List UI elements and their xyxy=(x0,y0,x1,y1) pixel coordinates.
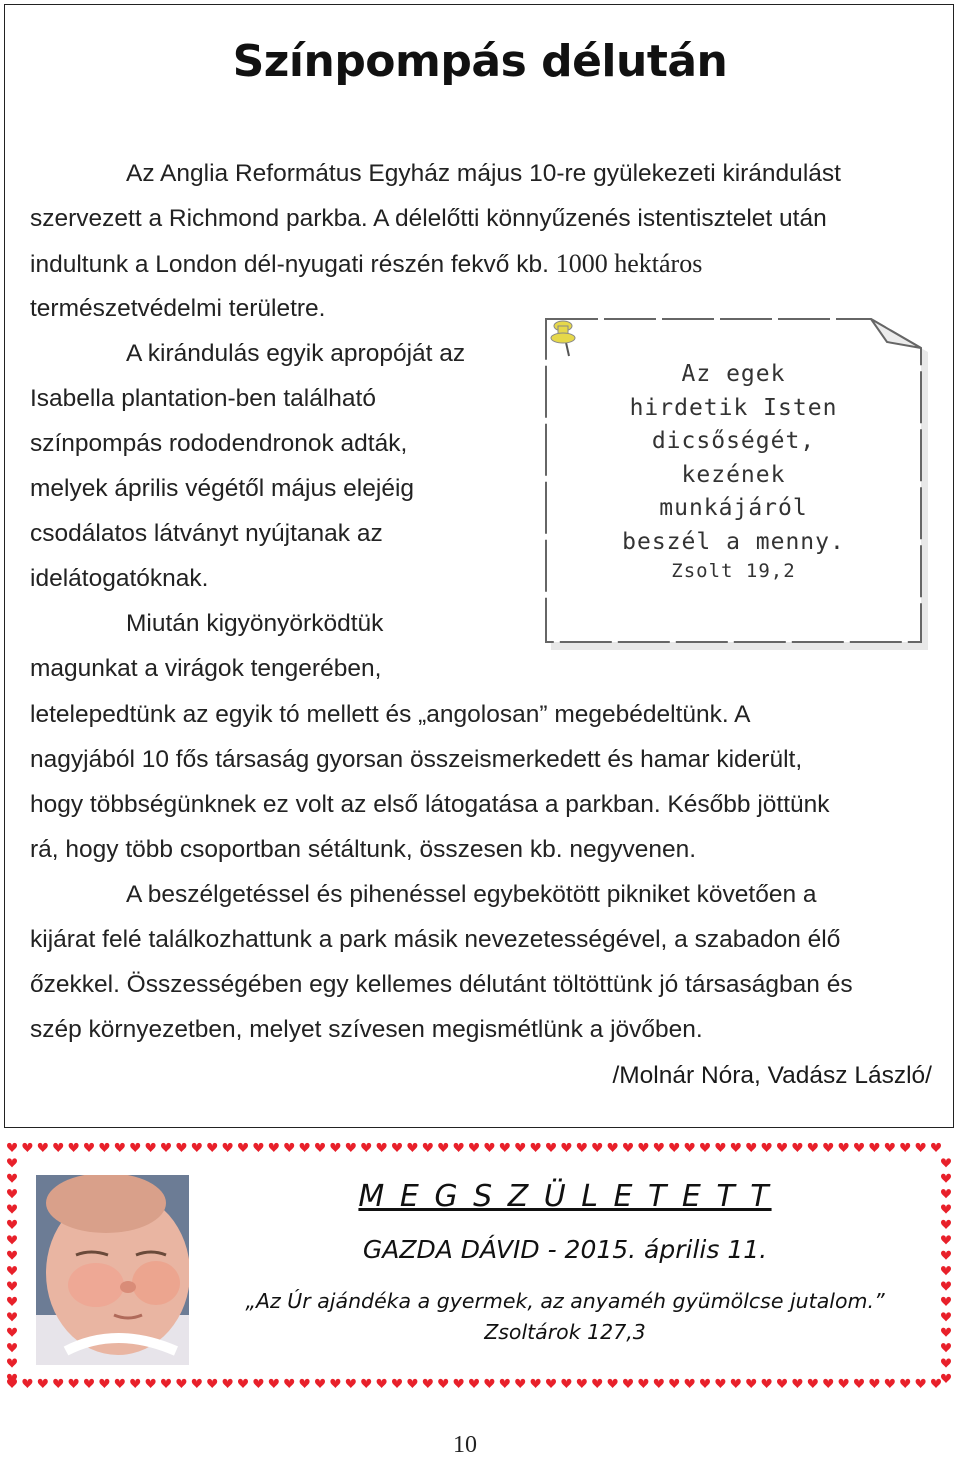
heart-icon xyxy=(146,1379,156,1388)
heart-icon xyxy=(207,1143,217,1152)
heart-icon xyxy=(746,1379,756,1388)
heart-icon xyxy=(7,1282,17,1291)
heart-icon xyxy=(546,1143,556,1152)
heart-icon xyxy=(484,1379,494,1388)
heart-icon xyxy=(7,1266,17,1275)
heart-icon xyxy=(7,1343,17,1352)
heart-icon xyxy=(762,1143,772,1152)
heart-icon xyxy=(531,1379,541,1388)
heart-icon xyxy=(941,1343,951,1352)
heart-icon xyxy=(577,1143,587,1152)
heart-icon xyxy=(361,1379,371,1388)
article-title: Színpompás délután xyxy=(232,36,728,87)
heart-icon xyxy=(839,1379,849,1388)
heart-icon xyxy=(941,1328,951,1337)
paragraph-line: rá, hogy több csoportban sétáltunk, összesen kb. negyvenen. xyxy=(30,836,697,863)
heart-icon xyxy=(315,1379,325,1388)
note-line: hirdetik Isten xyxy=(629,394,838,421)
heart-icon xyxy=(941,1374,951,1383)
heart-icon xyxy=(941,1359,951,1368)
heart-icon xyxy=(377,1143,387,1152)
heart-icon xyxy=(7,1205,17,1214)
birth-quote: „Az Úr ajándéka a gyermek, az anyaméh gyümölcse jutalom.” xyxy=(245,1289,885,1313)
note-reference: Zsolt 19,2 xyxy=(671,560,796,582)
heart-icon xyxy=(900,1379,910,1388)
heart-icon xyxy=(300,1379,310,1388)
heart-icon xyxy=(7,1220,17,1229)
pushpin-icon xyxy=(545,318,585,358)
heart-icon xyxy=(669,1379,679,1388)
heart-icon xyxy=(515,1379,525,1388)
heart-icon xyxy=(438,1143,448,1152)
heart-icon xyxy=(608,1143,618,1152)
heart-icon xyxy=(931,1143,941,1152)
heart-icon xyxy=(731,1379,741,1388)
heart-icon xyxy=(941,1220,951,1229)
heart-icon xyxy=(638,1379,648,1388)
heart-icon xyxy=(731,1143,741,1152)
heart-icon xyxy=(99,1143,109,1152)
heart-icon xyxy=(146,1143,156,1152)
heart-icon xyxy=(377,1379,387,1388)
heart-icon xyxy=(941,1312,951,1321)
note-line: dicsőségét, xyxy=(651,428,816,454)
note-line: munkájáról xyxy=(659,495,808,521)
heart-icon xyxy=(53,1143,63,1152)
heart-icon xyxy=(469,1143,479,1152)
paragraph-line: hogy többségünknek ez volt az első látogatása a parkban. Később jöttünk xyxy=(30,791,830,818)
heart-icon xyxy=(885,1379,895,1388)
heart-icon xyxy=(746,1143,756,1152)
heart-icon xyxy=(407,1379,417,1388)
heart-icon xyxy=(7,1158,17,1167)
heart-icon xyxy=(192,1143,202,1152)
heart-icon xyxy=(7,1235,17,1244)
heart-icon xyxy=(22,1143,32,1152)
paragraph-line: idelátogatóknak. xyxy=(30,565,209,592)
heart-icon xyxy=(762,1379,772,1388)
paragraph-line: színpompás rododendronok adták, xyxy=(30,430,408,457)
heart-icon xyxy=(916,1143,926,1152)
paragraph-line-part: indultunk a London dél-nyugati részén fekvő kb. xyxy=(30,251,549,278)
heart-icon xyxy=(685,1379,695,1388)
heart-icon xyxy=(484,1143,494,1152)
heart-icon xyxy=(69,1143,79,1152)
heart-icon xyxy=(941,1189,951,1198)
paragraph-line: őzekkel. Összességében egy kellemes délutánt töltöttünk jó társaságban és xyxy=(30,971,853,998)
heart-icon xyxy=(438,1379,448,1388)
heart-icon xyxy=(941,1205,951,1214)
heart-icon xyxy=(792,1143,802,1152)
heart-icon xyxy=(130,1379,140,1388)
heart-icon xyxy=(223,1143,233,1152)
heart-icon xyxy=(941,1158,951,1167)
heart-icon xyxy=(823,1379,833,1388)
heart-icon xyxy=(577,1379,587,1388)
heart-icon xyxy=(130,1143,140,1152)
paragraph-line: Isabella plantation-ben található xyxy=(30,385,376,412)
heart-icon xyxy=(38,1143,48,1152)
heart-icon xyxy=(561,1379,571,1388)
heart-icon xyxy=(823,1143,833,1152)
heart-icon xyxy=(392,1379,402,1388)
heart-icon xyxy=(638,1143,648,1152)
heart-icon xyxy=(115,1143,125,1152)
heart-icon xyxy=(300,1143,310,1152)
paragraph-line: A beszélgetéssel és pihenéssel egybekötött pikniket követően a xyxy=(126,881,817,908)
heart-icon xyxy=(900,1143,910,1152)
heart-icon xyxy=(392,1143,402,1152)
heart-icon xyxy=(941,1282,951,1291)
heart-icon xyxy=(7,1328,17,1337)
heart-icon xyxy=(99,1379,109,1388)
heart-icon xyxy=(592,1379,602,1388)
paragraph-line: szép környezetben, melyet szívesen megismétlünk a jövőben. xyxy=(30,1016,703,1043)
heart-icon xyxy=(669,1143,679,1152)
heart-icon xyxy=(854,1143,864,1152)
heart-icon xyxy=(885,1143,895,1152)
heart-icon xyxy=(715,1379,725,1388)
heart-icon xyxy=(84,1379,94,1388)
heart-icon xyxy=(623,1143,633,1152)
heart-icon xyxy=(176,1379,186,1388)
heart-icon xyxy=(869,1379,879,1388)
paragraph-line: Az Anglia Református Egyház május 10-re gyülekezeti kirándulást xyxy=(126,160,841,187)
paragraph-line: letelepedtünk az egyik tó mellett és „angolosan” megebédeltünk. A xyxy=(30,701,751,728)
heart-icon xyxy=(7,1359,17,1368)
heart-icon xyxy=(931,1379,941,1388)
baby-name-date: GAZDA DÁVID - 2015. április 11. xyxy=(362,1235,768,1264)
heart-icon xyxy=(53,1379,63,1388)
heart-icon xyxy=(407,1143,417,1152)
heart-icon xyxy=(423,1379,433,1388)
heart-icon xyxy=(777,1379,787,1388)
heart-icon xyxy=(223,1379,233,1388)
heart-icon xyxy=(330,1143,340,1152)
heart-icon xyxy=(839,1143,849,1152)
paragraph-line: kijárat felé találkozhattunk a park másik nevezetességével, a szabadon élő xyxy=(30,926,841,953)
heart-icon xyxy=(269,1379,279,1388)
heart-icon xyxy=(192,1379,202,1388)
baby-photo xyxy=(36,1175,189,1365)
heart-icon xyxy=(7,1297,17,1306)
heart-icon xyxy=(941,1174,951,1183)
heart-icon xyxy=(854,1379,864,1388)
heart-icon xyxy=(361,1143,371,1152)
paragraph-line: Miután kigyönyörködtük xyxy=(126,610,384,637)
heart-icon xyxy=(161,1143,171,1152)
heart-icon xyxy=(808,1143,818,1152)
heart-icon xyxy=(500,1143,510,1152)
heart-icon xyxy=(623,1379,633,1388)
paragraph-line: nagyjából 10 fős társaság gyorsan összeismerkedett és hamar kiderült, xyxy=(30,746,803,773)
heart-icon xyxy=(207,1379,217,1388)
heart-icon xyxy=(238,1379,248,1388)
note-line: kezének xyxy=(681,461,786,488)
heart-icon xyxy=(700,1379,710,1388)
page-number: 10 xyxy=(453,1432,477,1458)
heart-icon xyxy=(454,1379,464,1388)
heart-icon xyxy=(284,1379,294,1388)
heart-icon xyxy=(7,1143,17,1152)
paragraph-line: természetvédelmi területre. xyxy=(30,295,326,322)
note-line: beszél a menny. xyxy=(622,528,845,555)
heart-icon xyxy=(546,1379,556,1388)
heart-icon xyxy=(176,1143,186,1152)
note-verse xyxy=(545,358,922,559)
heart-icon xyxy=(916,1379,926,1388)
heart-icon xyxy=(608,1379,618,1388)
heart-icon xyxy=(941,1235,951,1244)
heart-icon xyxy=(284,1143,294,1152)
birth-heading: M E G S Z Ü L E T E T T xyxy=(358,1179,772,1214)
heart-icon xyxy=(253,1143,263,1152)
paragraph-line: magunkat a virágok tengerében, xyxy=(30,655,382,682)
heart-icon xyxy=(346,1379,356,1388)
paragraph-line: A kirándulás egyik apropóját az xyxy=(126,340,466,367)
heart-icon xyxy=(685,1143,695,1152)
heart-icon xyxy=(346,1143,356,1152)
heart-icon xyxy=(22,1379,32,1388)
heart-icon xyxy=(253,1379,263,1388)
heart-icon xyxy=(777,1143,787,1152)
heart-icon xyxy=(7,1251,17,1260)
heart-icon xyxy=(330,1379,340,1388)
heart-icon xyxy=(700,1143,710,1152)
heart-icon xyxy=(469,1379,479,1388)
paragraph-line xyxy=(30,249,702,280)
author-signature: /Molnár Nóra, Vadász László/ xyxy=(612,1062,932,1089)
heart-icon xyxy=(84,1143,94,1152)
heart-icon xyxy=(69,1379,79,1388)
heart-icon xyxy=(238,1143,248,1152)
heart-icon xyxy=(869,1143,879,1152)
heart-icon xyxy=(500,1379,510,1388)
heart-icon xyxy=(531,1143,541,1152)
heart-icon xyxy=(115,1379,125,1388)
heart-icon xyxy=(792,1379,802,1388)
heart-icon xyxy=(315,1143,325,1152)
heart-icon xyxy=(515,1143,525,1152)
heart-icon xyxy=(7,1189,17,1198)
heart-icon xyxy=(941,1297,951,1306)
birth-quote-reference: Zsoltárok 127,3 xyxy=(484,1320,646,1344)
heart-icon xyxy=(7,1312,17,1321)
heart-icon xyxy=(561,1143,571,1152)
paragraph-line: melyek április végétől május elejéig xyxy=(30,475,415,502)
heart-icon xyxy=(38,1379,48,1388)
heart-icon xyxy=(423,1143,433,1152)
heart-icon xyxy=(941,1251,951,1260)
heart-icon xyxy=(592,1143,602,1152)
paragraph-line-part: 1000 hektáros xyxy=(555,249,703,278)
note-line: Az egek xyxy=(681,361,786,387)
heart-icon xyxy=(654,1143,664,1152)
paragraph-line: csodálatos látványt nyújtanak az xyxy=(30,520,383,547)
pinned-note xyxy=(545,318,922,642)
heart-icon xyxy=(941,1266,951,1275)
heart-icon xyxy=(161,1379,171,1388)
heart-icon xyxy=(808,1379,818,1388)
heart-icon xyxy=(654,1379,664,1388)
heart-icon xyxy=(454,1143,464,1152)
paragraph-line: szervezett a Richmond parkba. A délelőtti könnyűzenés istentisztelet után xyxy=(30,205,827,232)
heart-icon xyxy=(7,1174,17,1183)
heart-icon xyxy=(715,1143,725,1152)
heart-icon xyxy=(269,1143,279,1152)
